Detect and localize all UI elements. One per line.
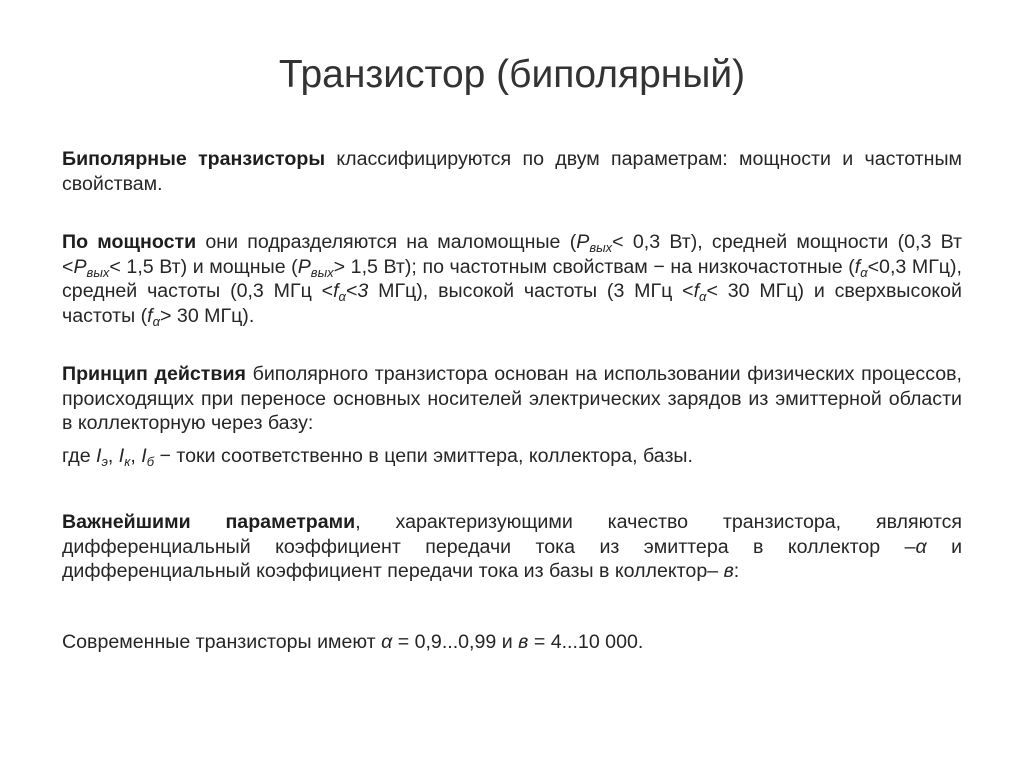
subscript: э bbox=[101, 453, 108, 469]
text-segment: 3 bbox=[357, 280, 369, 302]
term-operating-principle: Принцип действия bbox=[62, 363, 246, 385]
subscript: б bbox=[146, 453, 155, 469]
term-bipolar-transistors: Биполярные транзисторы bbox=[62, 148, 326, 170]
slide-body bbox=[62, 147, 962, 654]
symbol-f-alpha: f bbox=[333, 280, 339, 302]
subscript: α bbox=[152, 313, 161, 329]
term-key-parameters: Важнейшими параметрами bbox=[62, 511, 356, 533]
text-segment: они подразделяются на маломощные ( bbox=[196, 231, 577, 253]
symbol-p-out: P bbox=[297, 255, 311, 278]
text-segment: < bbox=[345, 280, 358, 302]
subscript: вых bbox=[589, 240, 613, 255]
text-segment: < 1,5 Вт) и мощные ( bbox=[109, 255, 298, 278]
slide-title: Транзистор (биполярный) bbox=[278, 53, 746, 96]
subscript: вых bbox=[310, 264, 334, 280]
subscript: к bbox=[124, 453, 131, 469]
text-segment: где bbox=[62, 444, 97, 467]
subscript: α bbox=[338, 289, 346, 304]
symbol-alpha: α bbox=[915, 535, 927, 558]
symbol-alpha: α bbox=[381, 630, 393, 653]
text-segment: и дифференциальный коэффициент передачи тока из базы в коллектор– bbox=[62, 535, 963, 582]
term-by-power: По мощности bbox=[62, 231, 197, 253]
text-segment: , характеризующими качество транзистора, являются дифференциальный коэффициент передачи тока из эмиттера в коллектор – bbox=[62, 511, 963, 558]
symbol-current-base: I bbox=[141, 444, 147, 467]
text-segment: < 30 МГц) и сверхвысокой частоты ( bbox=[62, 280, 962, 327]
text-segment: : bbox=[733, 560, 740, 582]
symbol-p-out: P bbox=[576, 231, 590, 253]
symbol-current-emitter: I bbox=[96, 444, 102, 467]
symbol-f-alpha: f bbox=[693, 280, 700, 302]
paragraph-operating-principle bbox=[62, 362, 962, 436]
symbol-current-collector: I bbox=[118, 444, 125, 467]
subscript: вых bbox=[86, 264, 110, 280]
principle-text: биполярного транзистора основан на использовании физических процессов, происходящих при переносе основных носителей электрических зарядов из эмиттерной области в коллекторную через базу: bbox=[62, 363, 962, 434]
text-segment: Современные транзисторы имеют bbox=[62, 630, 382, 653]
paragraph-key-parameters bbox=[62, 510, 962, 584]
paragraph-classification bbox=[62, 147, 962, 196]
classification-text: классифицируются по двум параметрам: мощности и частотным свойствам. bbox=[62, 148, 963, 195]
text-segment: , bbox=[107, 444, 119, 467]
symbol-p-out: P bbox=[73, 255, 87, 278]
text-segment: = 0,9...0,99 и bbox=[392, 630, 519, 653]
symbol-f-alpha: f bbox=[147, 304, 153, 327]
text-segment: − токи соответственно в цепи эмиттера, коллектора, базы. bbox=[154, 444, 693, 467]
symbol-beta: в bbox=[518, 630, 529, 653]
symbol-beta: в bbox=[723, 560, 734, 582]
paragraph-modern-values bbox=[62, 630, 962, 655]
text-segment: < 0,3 Вт), средней мощности (0,3 Вт < bbox=[62, 231, 962, 278]
subscript: α bbox=[860, 264, 868, 280]
text-segment: > 1,5 Вт); по частотным свойствам − на низкочастотные ( bbox=[333, 255, 855, 278]
paragraph-currents bbox=[62, 444, 962, 469]
text-segment: , bbox=[130, 444, 142, 467]
symbol-f-alpha: f bbox=[854, 255, 861, 278]
text-segment: <0,3 МГц), средней частоты (0,3 МГц < bbox=[62, 255, 963, 302]
text-segment: > 30 МГц). bbox=[160, 304, 255, 327]
text-segment: МГц), высокой частоты (3 МГц < bbox=[368, 280, 694, 302]
text-segment: = 4...10 000. bbox=[528, 630, 644, 653]
paragraph-power-frequency bbox=[62, 230, 962, 328]
subscript: α bbox=[699, 289, 707, 304]
